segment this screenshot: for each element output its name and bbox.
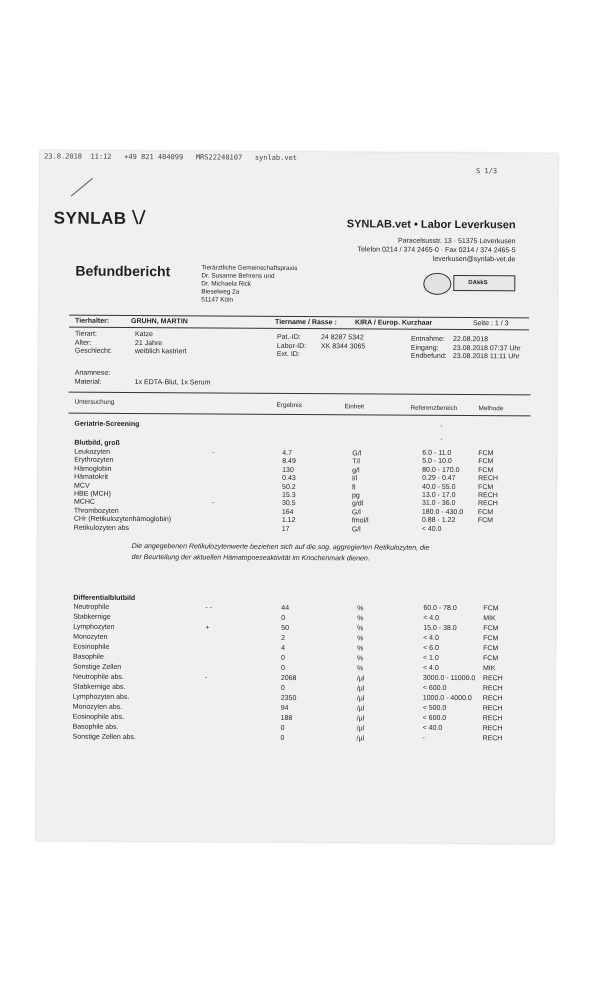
test-name: Basophile abs. — [72, 723, 119, 731]
test-name: Hämoglobin — [74, 465, 112, 473]
result-unit: /µl — [356, 705, 365, 713]
test-name: CHr (Retikulozytenhämoglobin) — [73, 515, 172, 524]
test-method: FCM — [478, 483, 494, 491]
test-method: FCM — [483, 625, 499, 633]
practice-line: Bieselweg 2a — [201, 288, 240, 296]
test-method: FCM — [483, 645, 499, 653]
result-value: 8.49 — [282, 458, 296, 466]
received-date: 23.08.2018 07:37 Uhr — [452, 344, 521, 352]
test-method: RECH — [482, 695, 503, 703]
test-method: RECH — [477, 492, 498, 500]
test-name: Leukozyten — [74, 448, 111, 456]
dakks-text: DAkkS — [468, 280, 488, 287]
page-label-text: Seite : — [473, 320, 493, 328]
reference-range: < 4.0 — [423, 634, 439, 642]
reference-range: 13.0 - 17.0 — [421, 491, 456, 499]
test-method: MIK — [483, 615, 496, 623]
final-date: 23.08.2018 11:11 Uhr — [452, 352, 520, 361]
test-method: RECH — [482, 675, 503, 683]
reference-range: < 40.0 — [422, 724, 443, 732]
test-method: FCM — [478, 458, 494, 466]
note-line: der Beurteilung der aktuellen Hämatopoeseaktivität im Knochenmark dienen. — [131, 553, 370, 563]
test-name: Eosinophile abs. — [72, 713, 125, 721]
test-name: MCHC — [73, 499, 95, 507]
received-date-label: Eingang: — [410, 344, 439, 352]
column-header-test: Untersuchung — [74, 398, 115, 406]
reference-range: 0.29 - 0.47 — [422, 474, 456, 483]
test-name: Erythrozyten — [74, 457, 114, 465]
result-value: 4.7 — [282, 449, 293, 457]
result-value: 130 — [282, 466, 294, 474]
test-name: Hämatokrit — [74, 473, 108, 482]
result-value: 17 — [281, 525, 290, 533]
result-unit: /µl — [356, 715, 365, 723]
reference-range: - — [422, 734, 425, 742]
lab-name: SYNLAB.vet • Labor Leverkusen — [346, 218, 516, 232]
result-value: 4 — [281, 644, 286, 652]
result-flag: - — [204, 674, 208, 682]
species-value: Katze — [134, 331, 153, 339]
practice-line: 51147 Köln — [201, 296, 234, 304]
result-value: 2 — [281, 634, 286, 642]
result-unit: fl — [352, 483, 356, 491]
reference-range: 0.88 - 1.22 — [421, 516, 456, 525]
id-values — [321, 334, 365, 351]
practice-line: Tierärztliche Gemeinschaftspraxis — [201, 264, 298, 272]
result-unit: pg — [351, 492, 360, 500]
result-value: 0 — [280, 724, 285, 732]
divider — [69, 327, 529, 331]
result-unit: /µl — [356, 675, 365, 683]
fax-date: 23.8.2018 — [44, 152, 83, 161]
result-flag: - — [211, 499, 215, 507]
test-name: Neutrophile — [73, 603, 110, 611]
age-value: 21 Jahre — [134, 339, 163, 347]
staple-mark — [71, 178, 93, 197]
patient-id-value: 24 8287 5342 — [320, 334, 364, 342]
test-name: Eosinophile — [73, 643, 110, 651]
test-method: FCM — [483, 635, 499, 643]
result-unit: g/dl — [351, 500, 364, 508]
result-value: 1.12 — [281, 517, 296, 525]
result-value: 0 — [281, 614, 286, 622]
result-value: 188 — [280, 714, 293, 722]
test-method: RECH — [482, 705, 503, 713]
material-label: Material: — [74, 378, 102, 386]
practice-line: Dr. Susanne Behrens und — [201, 272, 275, 280]
pet-name: KIRA / Europ. Kurzhaar — [355, 319, 433, 327]
result-value: 2350 — [280, 694, 297, 702]
test-method: FCM — [477, 508, 494, 516]
result-unit: fmol/l — [351, 517, 369, 525]
result-flag: - - — [205, 604, 212, 612]
reference-range: < 600.0 — [422, 714, 447, 722]
reference-range: 1000.0 - 4000.0 — [422, 694, 472, 703]
iso-seal-icon — [423, 273, 451, 295]
result-unit: /µl — [356, 735, 365, 743]
test-method: FCM — [477, 517, 494, 525]
fax-sender: synlab.vet — [254, 153, 298, 162]
age-label: Alter: — [74, 339, 92, 347]
animal-values — [135, 331, 187, 357]
test-name: HBE (MCH) — [73, 490, 111, 498]
date-values — [453, 336, 521, 362]
report-title: Befundbericht — [75, 262, 171, 280]
screening-title: Geriatrie-Screening — [74, 420, 140, 429]
test-name: MCV — [74, 482, 90, 490]
result-flag: - — [212, 449, 215, 457]
patient-id-label: Pat.-ID: — [276, 333, 301, 342]
lab-id-value: XK 8344 3065 — [320, 342, 366, 350]
test-method: MIK — [482, 665, 496, 673]
result-unit: /µl — [356, 725, 365, 733]
reference-range: < 40.0 — [421, 525, 442, 533]
final-date-label: Endbefund: — [410, 352, 447, 360]
result-unit: % — [357, 605, 364, 613]
reticulocyte-note — [132, 541, 430, 565]
result-unit: % — [356, 655, 364, 663]
result-value: 0 — [280, 664, 285, 672]
fax-time: 11:12 — [90, 152, 112, 161]
id-labels — [277, 334, 306, 360]
reference-range: < 1.0 — [422, 654, 439, 662]
test-name: Monozyten — [73, 633, 108, 641]
logo-mark-icon — [132, 209, 146, 225]
result-value: 0 — [280, 684, 285, 692]
reference-range: 31.0 - 36.0 — [421, 500, 456, 508]
result-value: 30.5 — [281, 500, 296, 508]
reference-range: 3000.0 - 11000.0 — [422, 674, 476, 683]
fax-phone: +49 821 404099 — [124, 152, 184, 162]
owner-label: Tierhalter: — [75, 317, 110, 325]
test-name: Sonstige Zellen — [72, 663, 122, 671]
result-unit: /µl — [356, 695, 365, 703]
differential-title: Differentialblutbild — [73, 594, 136, 603]
test-name: Retikulozyten abs — [73, 524, 130, 532]
screening-dash: - — [440, 422, 443, 430]
fax-header — [44, 152, 297, 162]
test-name: Neutrophile abs. — [72, 673, 124, 681]
reference-range: 180.0 - 430.0 — [421, 508, 464, 516]
lab-address — [357, 236, 515, 264]
ext-id-label: Ext. ID: — [276, 350, 300, 359]
reference-range: 6.0 - 11.0 — [422, 449, 452, 457]
synlab-logo — [54, 209, 146, 230]
result-unit: % — [357, 635, 364, 643]
test-method: RECH — [477, 500, 498, 508]
sex-label: Geschlecht: — [74, 347, 112, 355]
species-label: Tierart: — [74, 330, 97, 338]
lab-id-label: Labor-ID: — [276, 342, 307, 350]
result-value: 94 — [280, 704, 289, 712]
result-value: 164 — [281, 508, 294, 516]
logo-text: SYNLAB — [53, 208, 127, 228]
test-method: RECH — [482, 735, 503, 743]
result-unit: g/l — [352, 467, 360, 475]
result-value: 2068 — [280, 674, 297, 683]
pet-label: Tiername / Rasse : — [275, 318, 337, 327]
practice-address — [201, 264, 297, 305]
reference-range: < 4.0 — [422, 664, 439, 672]
result-unit: % — [357, 615, 364, 623]
address-line: Telefon 0214 / 374 2465-0 · Fax 0214 / 374 2465-5 — [357, 246, 516, 255]
result-value: 15.3 — [281, 491, 296, 499]
test-method: RECH — [482, 715, 503, 723]
page-number: 1 / 3 — [494, 320, 509, 328]
divider — [69, 392, 531, 396]
divider — [69, 413, 531, 417]
reference-range: < 4.0 — [423, 614, 440, 622]
result-value: 50.2 — [282, 483, 296, 491]
result-value: 44 — [281, 604, 290, 612]
reference-range: 60.0 - 78.0 — [423, 604, 457, 612]
result-unit: l/l — [352, 475, 358, 483]
lab-report-page — [36, 150, 558, 843]
result-unit: G/l — [352, 450, 362, 458]
dakks-seal-icon — [453, 275, 515, 291]
blood-count-dash: - — [440, 435, 443, 443]
blood-count-title: Blutbild, groß — [74, 439, 120, 447]
date-labels — [411, 336, 447, 362]
result-value: 50 — [281, 624, 290, 632]
result-value: 0.43 — [282, 475, 296, 483]
sampling-date-label: Entnahme: — [410, 335, 445, 343]
animal-labels — [75, 331, 112, 357]
test-name: Sonstige Zellen abs. — [72, 733, 136, 742]
result-unit: T/l — [352, 458, 361, 466]
column-header-unit: Einheit — [344, 403, 365, 411]
test-name: Lymphozyten abs. — [72, 693, 130, 701]
address-line: leverkusen@synlab-vet.de — [432, 255, 516, 264]
fax-id: MRS22240107 — [195, 153, 243, 162]
test-method: RECH — [478, 475, 498, 483]
fax-page: S 1/3 — [475, 167, 498, 176]
reference-range: < 600.0 — [422, 684, 447, 692]
page-label — [473, 320, 508, 327]
column-header-method: Methode — [478, 405, 504, 413]
test-method: RECH — [482, 725, 503, 733]
result-unit: /µl — [356, 685, 365, 693]
reference-range: 15.0 - 38.0 — [423, 624, 457, 632]
sex-value: weiblich kastriert — [134, 348, 187, 356]
reference-range: < 500.0 — [422, 704, 447, 712]
address-line: Paracelsusstr. 13 · 51375 Leverkusen — [398, 237, 516, 246]
test-name: Stabkernige abs. — [72, 683, 126, 691]
result-unit: % — [357, 645, 364, 653]
result-unit: G/l — [351, 509, 361, 517]
reference-range: < 6.0 — [423, 644, 439, 652]
result-flag: + — [205, 624, 210, 632]
owner-name: GRUHN, MARTIN — [131, 317, 188, 326]
practice-line: Dr. Michaela Rick — [201, 280, 252, 288]
anamnese-label: Anamnese: — [74, 369, 111, 377]
note-line: Die angegebenen Retikulozytenwerte beziehen sich auf die sog. aggregierten Retikulozyten, die — [131, 542, 430, 552]
test-name: Basophile — [72, 653, 104, 661]
test-method: FCM — [483, 605, 499, 613]
test-method: RECH — [482, 685, 503, 693]
material-value: 1x EDTA-Blut, 1x Serum — [134, 379, 211, 387]
test-method: FCM — [478, 450, 494, 458]
column-header-reference: Referenzbereich — [410, 404, 458, 412]
test-name: Monozyten abs. — [72, 703, 123, 711]
test-method: FCM — [478, 466, 494, 474]
result-unit: G/l — [351, 525, 361, 533]
sampling-date: 22.08.2018 — [452, 335, 489, 344]
test-name: Stabkernige — [73, 613, 111, 621]
result-value: 0 — [280, 734, 285, 742]
test-name: Thrombozyten — [73, 507, 119, 515]
reference-range: 80.0 - 170.0 — [422, 466, 460, 474]
test-name: Lymphozyten — [73, 623, 115, 631]
reference-range: 40.0 - 55.0 — [422, 483, 456, 491]
result-unit: % — [357, 625, 364, 633]
column-header-result: Ergebnis — [276, 401, 302, 410]
result-unit: % — [356, 665, 364, 673]
test-method: FCM — [482, 655, 499, 663]
reference-range: 5.0 - 10.0 — [422, 458, 452, 466]
result-value: 0 — [280, 654, 285, 662]
